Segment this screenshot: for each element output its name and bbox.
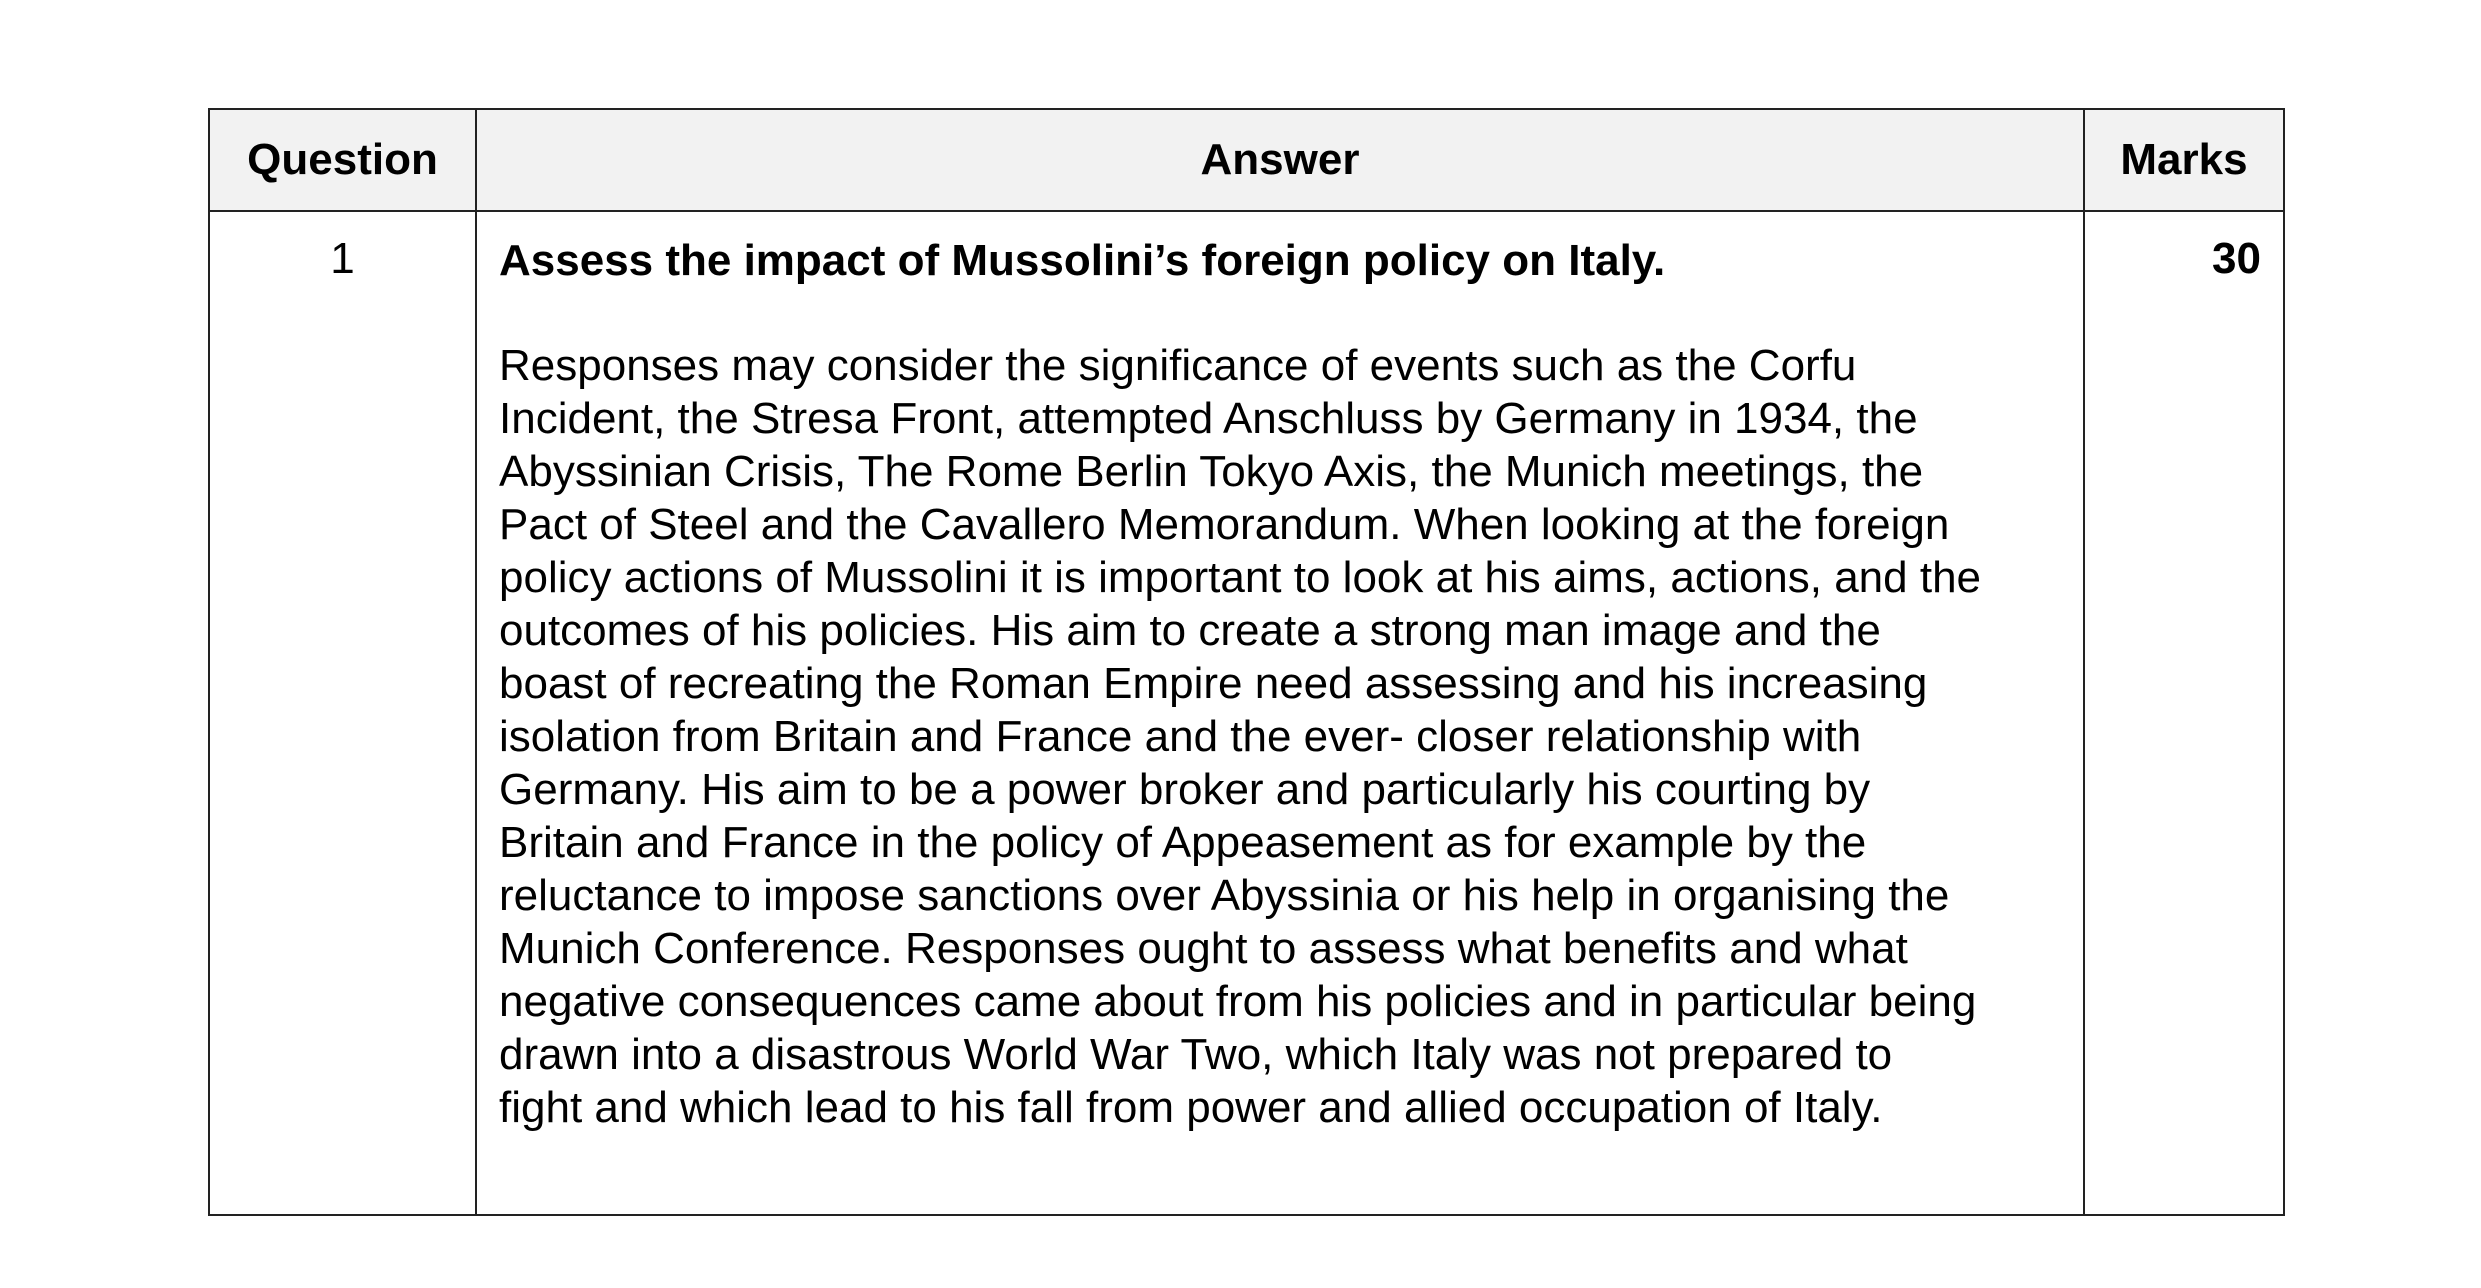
mark-scheme-table [208,108,2285,1216]
table-header [209,109,2284,211]
marks-cell: 30 [2084,211,2284,1215]
header-question: Question [209,109,476,211]
header-answer: Answer [476,109,2084,211]
header-row [209,109,2284,211]
header-marks: Marks [2084,109,2284,211]
answer-body-text: Responses may consider the significance of events such as the Corfu Incident, the Stresa Front, attempted Anschluss by Germany in 1934, the Abyssinian Crisis, The Rome Berlin Tokyo Axis, the Munich meetings, the Pact of Steel and the Cavallero Memorandum. When looking at the foreign policy actions of Mussolini it is important to look at his aims, actions, and the outcomes of his policies. His aim to create a strong man image and the boast of recreating the Roman Empire need assessing and his increasing isolation from Britain and France and the ever- closer relationship with Germany. His aim to be a power broker and particularly his courting by Britain and France in the policy of Appeasement as for example by the reluctance to impose sanctions over Abyssinia or his help in organising the Munich Conference. Responses ought to assess what benefits and what negative consequences came about from his policies and in particular being drawn into a disastrous World War Two, which Italy was not prepared to fight and which lead to his fall from power and allied occupation of Italy. [499,341,1982,1132]
table-row [209,211,2284,1215]
question-title: Assess the impact of Mussolini’s foreign policy on Italy. [499,236,1666,285]
table-body [209,211,2284,1215]
answer-cell [476,211,2084,1215]
question-number-cell: 1 [209,211,476,1215]
